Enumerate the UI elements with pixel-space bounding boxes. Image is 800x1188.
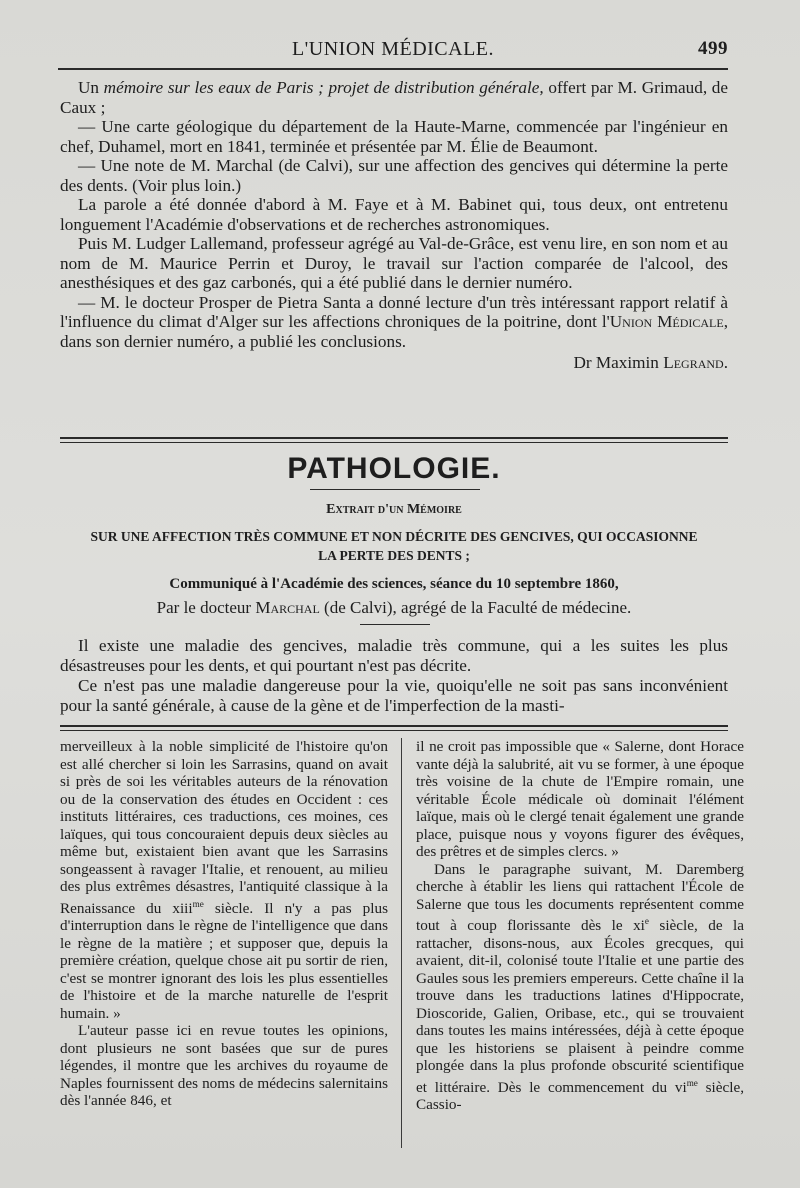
column-separator [401, 738, 402, 1148]
communique-line: Communiqué à l'Académie des sciences, séance du 10 septembre 1860, [169, 576, 619, 592]
section-title: PATHOLOGIE. [287, 452, 501, 485]
paragraph-lallemand: Puis M. Ludger Lallemand, professeur agrégé au Val-de-Grâce, est venu lire, en son nom et au nom de M. Maurice Perrin et Duroy, le travail sur l'action comparée de l'alcool, des anesthésiques et des gaz carbonés, qui a été publié dans le dernier numéro. [60, 234, 728, 292]
memoire-title: mémoire sur les eaux de Paris ; projet de distribution générale, [103, 78, 544, 97]
text-prefix: — M. le docteur Prosper de Pietra Santa a donné lecture d'un très intéressant rapport relatif à l'influence du climat d'Alger sur les affections chroniques de la poitrine, dont l' [60, 292, 728, 331]
paragraph-pietra-santa [60, 293, 728, 352]
signature-name: Legrand [663, 353, 724, 372]
article-intro [60, 636, 728, 716]
journal-title: L'UNION MÉDICALE. [291, 38, 495, 60]
superscript: me [192, 898, 204, 909]
text-part: siècle, Cassio- [416, 1078, 744, 1114]
header-rule [58, 68, 728, 70]
paragraph-carte: — Une carte géologique du département de la Haute-Marne, commencée par l'ingénieur en chef, Duhamel, mort en 1841, terminée et présentée par M. Élie de Beaumont. [60, 117, 728, 156]
article-title-line-1: SUR UNE AFFECTION TRÈS COMMUNE ET NON DÉCRITE DES GENCIVES, QUI OCCASIONNE [90, 529, 698, 544]
signature-prefix: Dr Maximin [573, 353, 659, 372]
text-part: siècle, de la rattacher, disons-nous, aux Écoles grecques, qui avaient, dit-il, colonisé toute l'Italie et une partie des Gaules sous les premiers empereurs. Cette chaîne il la trouve dans les traductions latines d'Hippocrate, Dioscoride, Galien, Oribase, etc., qui se trouvaient dans toutes les mains intéressées, déjà à cette époque que les historiens se plaisent à peindre comme plongée dans la plus profonde obscurité scientifique et littéraire. Dès le commencement du vi [416, 917, 744, 1096]
feuilleton-rule-bottom [60, 730, 728, 731]
text-suffix: , dans son dernier numéro, a publié les conclusions. [60, 312, 728, 351]
article-title-line-2: LA PERTE DES DENTS ; [318, 548, 470, 563]
paragraph-parole: La parole a été donnée d'abord à M. Faye et à M. Babinet qui, tous deux, ont entretenu longuement l'Académie d'observations et de recherches astronomiques. [60, 195, 728, 234]
intro-paragraph-1: Il existe une maladie des gencives, maladie très commune, qui a les suites les plus désastreuses pour les dents, et qui pourtant n'est pas décrite. [60, 636, 728, 675]
author-name: Marchal [255, 598, 320, 617]
text-part: merveilleux à la noble simplicité de l'histoire qu'on est allé chercher si loin les Sarrasins, quand on avait si près de soi les véritables auteurs de la rénovation ou de la conservation des études en Occident : ces instituts littéraires, ces traductions, ces moines, ces laïques, qui tous concouraient depuis deux siècles au même but, existaient bien avant que les Sarrasins songeassent à ravager l'Italie, et renouent, au milieu des plus extrêmes désastres, l'antiquité classique à la Renaissance du xiii [60, 738, 388, 917]
feuilleton-right-column [416, 738, 744, 1114]
page-number: 499 [698, 38, 728, 59]
left-paragraph-2: L'auteur passe ici en revue toutes les opinions, dont plusieurs ne sont basées que sur de pures légendes, il montre que les archives du royaume de Naples fournissent des noms de médecins salernitains dès l'année 846, et [60, 1022, 388, 1110]
author-line [60, 598, 728, 618]
text-suffix: offert par M. Grimaud, de Caux ; [60, 78, 728, 117]
signature [60, 353, 728, 373]
paragraph-note: — Une note de M. Marchal (de Calvi), sur une affection des gencives qui détermine la perte des dents. (Voir plus loin.) [60, 156, 728, 195]
feuilleton-rule-top [60, 725, 728, 727]
right-paragraph-1: il ne croit pas impossible que « Salerne, dont Horace vante déjà la salubrité, ait vu se former, à une époque très voisine de la chute de l'Empire romain, une véritable École médicale où dominait l'élément laïque, mais où le clergé tenait également une grande place, puisque nous y voyons figurer des évêques, des prêtres et de simples clercs. » [416, 738, 744, 860]
paragraph-memoire [60, 78, 728, 117]
text-part: siècle. Il n'y a pas plus d'interruption dans le règne de l'intelligence que dans le règne de la matière ; et supposer que, depuis la première création, quelque chose ait pu sortir de rien, c'est se montrer ignorant des lois les plus essentielles de l'histoire et de la marche naturelle de l'esprit humain. » [60, 899, 388, 1022]
text-part: Dans le paragraphe suivant, M. Daremberg cherche à établir les liens qui rattachent l'École de Salerne que tous les documents représentent comme tout à coup florissante dès le xi [416, 860, 744, 935]
left-paragraph-1 [60, 738, 388, 1022]
text-prefix: Un [78, 78, 100, 97]
feuilleton-left-column [60, 738, 388, 1110]
page-header [58, 34, 728, 64]
academy-report [60, 78, 728, 373]
article-title [60, 527, 728, 565]
author-suffix: (de Calvi), agrégé de la Faculté de médecine. [324, 598, 632, 617]
superscript: me [686, 1077, 698, 1088]
journal-name: Union Médicale [609, 312, 724, 331]
right-paragraph-2 [416, 861, 744, 1114]
author-rule [360, 624, 430, 625]
extrait-label: Extrait d'un Mémoire [326, 502, 462, 517]
section-rule-bottom [60, 442, 728, 443]
superscript: e [644, 916, 649, 926]
section-rule-top [60, 437, 728, 439]
intro-paragraph-2: Ce n'est pas une maladie dangereuse pour la vie, quoiqu'elle ne soit pas sans inconvénient pour la santé générale, à cause de la gène et de l'imperfection de la masti- [60, 676, 728, 715]
title-underline [310, 489, 480, 490]
signature-end: . [723, 353, 728, 372]
author-prefix: Par le docteur [156, 598, 252, 617]
